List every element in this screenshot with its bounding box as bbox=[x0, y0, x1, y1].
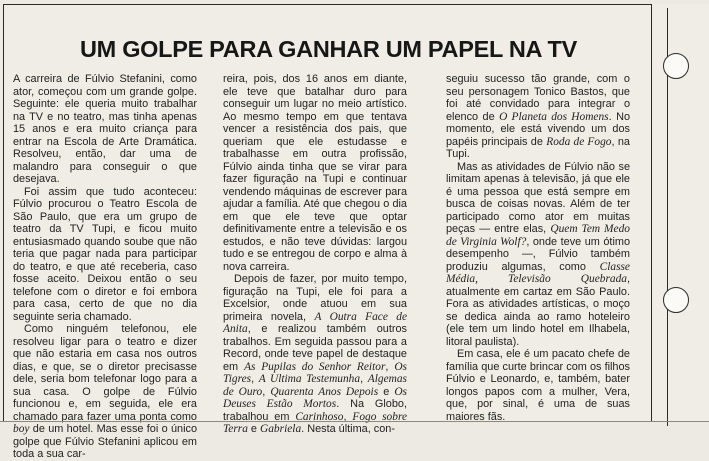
play-title: Quem Tem Medo de Virginia Wolf? bbox=[446, 223, 630, 248]
text: . Na Globo, trabalhou em bbox=[223, 398, 408, 423]
novela-title: Carinhoso bbox=[295, 410, 344, 423]
text: , na Tupi. bbox=[446, 135, 630, 160]
text: e bbox=[378, 385, 395, 398]
text: de um hotel. Mas esse foi o único golpe que Fúlvio Stefanini aplicou em toda a sua car- bbox=[13, 423, 197, 460]
text: , bbox=[385, 360, 395, 373]
column-2 bbox=[223, 73, 407, 436]
novela-title: Gabriela bbox=[260, 423, 302, 435]
novela-title: Os Tigres bbox=[223, 360, 407, 385]
novela-title: Algemas de Ouro bbox=[223, 373, 407, 398]
play-title: Classe Média, Televisão Quebrada bbox=[446, 260, 630, 285]
paragraph bbox=[446, 161, 630, 349]
text: . Nesta última, con- bbox=[301, 423, 395, 435]
program-title: O Planeta dos Homens bbox=[499, 110, 609, 123]
paragraph: Foi assim que tudo aconteceu: Fúlvio procurou o Teatro Escola de São Paulo, que era um grupo de teatro da TV Tupi, e ficou muito entusiasmado quando soube que não teria que pagar nada para participar do teatro, e que até receberia, caso fosse aceito. Deixou então o seu telefone com o diretor e foi embora para casa, certo de que no dia seguinte seria chamado. bbox=[13, 185, 197, 323]
text: , bbox=[262, 385, 271, 398]
paragraph: Em casa, ele é um pacato chefe de família que curte brincar com os filhos Fúlvio e Leonardo, e, também, bater longos papos com a mulher, Vera, que, por sinal, é uma de suas maiores fãs. bbox=[446, 348, 630, 423]
punch-hole-icon bbox=[663, 53, 689, 79]
article-card bbox=[3, 4, 652, 460]
text: , onde teve um ótimo desempenho —, Fúlvio também produziu algumas, como bbox=[446, 235, 631, 273]
novela-title: As Pupilas do Senhor Reitor bbox=[244, 360, 386, 373]
column-3 bbox=[446, 73, 630, 423]
text: , bbox=[360, 373, 368, 385]
novela-title: A Ultima Testemunha bbox=[258, 373, 361, 385]
paragraph bbox=[446, 73, 630, 161]
paragraph: A carreira de Fúlvio Stefanini, como ator, começou com um grande golpe. Seguinte: ele queria muito trabalhar na TV e no teatro, mas tinha apenas 15 anos e era muito criança para entrar na Escola de Arte Dramática. Resolveu, então, dar uma de malandro para conseguir o que desejava. bbox=[13, 73, 197, 185]
program-title: Roda de Fogo bbox=[546, 135, 612, 148]
text: seguiu sucesso tão grande, com o seu personagem Tonico Bastos, que foi até convidado para integrar o elenco de bbox=[446, 73, 630, 123]
text: , bbox=[251, 373, 259, 385]
text: , e realizou também outros trabalhos. Em seguida passou para a Record, onde teve papel de destaque em bbox=[223, 323, 407, 373]
paragraph: reira, pois, dos 16 anos em diante, ele teve que batalhar duro para conseguir um lugar no meio artístico. Ao mesmo tempo em que tentava vencer a resistência dos pais, que queriam que ele estudasse e trabalhasse em outra profissão, Fúlvio ainda tinha que se virar para fazer figuração na Tupi e continuar vendendo máquinas de escrever para ajudar a família. Até que chegou o dia em que ele teve que optar definitivamente entre a televisão e os estudos, e não teve dúvidas: largou tudo e se entregou de corpo e alma à nova carreira. bbox=[223, 73, 407, 273]
headline: UM GOLPE PARA GANHAR UM PAPEL NA TV bbox=[80, 36, 577, 62]
text: , bbox=[343, 410, 353, 423]
text: e bbox=[247, 423, 261, 435]
text: Mas as atividades de Fúlvio não se limitam apenas à televisão, já que ele é uma pessoa que está sempre em busca de coisas novas. Além de ter participado como ator em muitas peças — entre elas, bbox=[446, 160, 630, 235]
novela-title: A Outra Face de Anita bbox=[223, 310, 407, 335]
text: Como ninguém telefonou, ele resolveu ligar para o teatro e dizer que não estaria em casa nos outros dias, e que, se o diretor precisasse dele, seria bom telefonar logo para a sua casa. O golpe de Fúlvio funcionou e, em seguida, ele era chamado para fazer uma ponta como bbox=[13, 323, 197, 423]
italic-word: boy bbox=[13, 423, 30, 435]
column-1 bbox=[13, 73, 197, 461]
paragraph bbox=[223, 273, 407, 436]
novela-title: Fogo sobre Terra bbox=[223, 410, 408, 435]
paragraph bbox=[13, 323, 197, 461]
text: , atualmente em cartaz em São Paulo. Fora as atividades artísticas, o moço se dedica ainda ao ramo hoteleiro (ele tem um lindo hotel em Ilhabela, litoral paulista). bbox=[446, 273, 630, 348]
text: . No momento, ele está vivendo um dos papéis principais de bbox=[446, 110, 630, 148]
text: Depois de fazer, por muito tempo, figuração na Tupi, ele foi para a Excelsior, onde atuou em sua primeira novela, bbox=[223, 273, 407, 323]
bottom-rule bbox=[0, 421, 709, 422]
novela-title: Os Deuses Estão Mortos bbox=[223, 385, 407, 410]
punch-hole-icon bbox=[663, 287, 689, 313]
novela-title: Quarenta Anos Depois bbox=[270, 385, 379, 398]
